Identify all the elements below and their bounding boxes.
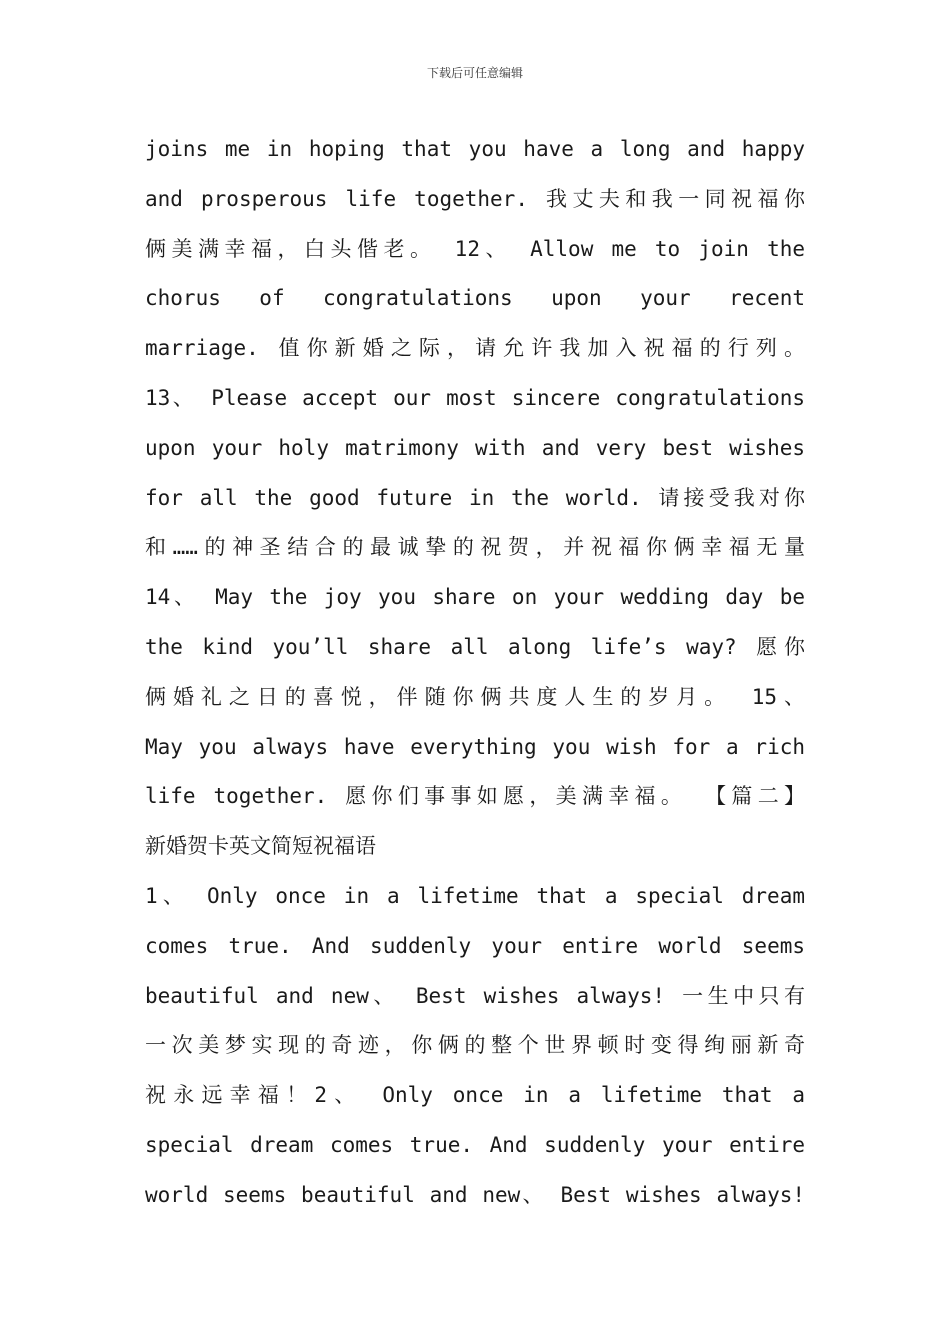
text-line: 俩美满幸福，白头偕老。 12、 Allow me to join the — [145, 236, 805, 261]
text-line: 祝永远幸福！2、 Only once in a lifetime that a — [145, 1083, 805, 1108]
text-line: 和……的神圣结合的最诚挚的祝贺，并祝福你俩幸福无量 — [145, 535, 805, 560]
text-line: 13、 Please accept our most sincere congratulations — [145, 385, 805, 410]
text-line: upon your holy matrimony with and very best wishes — [145, 435, 805, 460]
text-line: 一次美梦实现的奇迹，你俩的整个世界顿时变得绚丽新奇 — [145, 1033, 805, 1058]
text-line: the kind you’ll share all along life’s way? 愿你 — [145, 634, 805, 659]
text-line: 新婚贺卡英文简短祝福语 — [145, 834, 376, 859]
text-line: marriage. 值你新婚之际，请允许我加入祝福的行列。 — [145, 336, 805, 361]
text-line: for all the good future in the world. 请接受我对你 — [145, 485, 805, 510]
text-line: May you always have everything you wish for a rich — [145, 734, 805, 759]
text-line: and prosperous life together. 我丈夫和我一同祝福你 — [145, 186, 805, 211]
text-line: 1、 Only once in a lifetime that a special dream — [145, 883, 805, 908]
text-line: 俩婚礼之日的喜悦，伴随你俩共度人生的岁月。 15、 — [145, 684, 805, 709]
document-body — [145, 125, 805, 1221]
text-line: joins me in hoping that you have a long and happy — [145, 137, 805, 161]
text-line: world seems beautiful and new、 Best wishes always! — [145, 1182, 805, 1207]
text-line: 14、 May the joy you share on your wedding day be — [145, 585, 805, 610]
text-line: beautiful and new、 Best wishes always! 一生中只有 — [145, 983, 805, 1008]
text-line: chorus of congratulations upon your recent — [145, 286, 805, 311]
text-line: comes true. And suddenly your entire world seems — [145, 933, 805, 958]
text-line: special dream comes true. And suddenly your entire — [145, 1132, 805, 1157]
page-header: 下载后可任意编辑 — [426, 66, 523, 80]
text-line: life together. 愿你们事事如愿，美满幸福。 【篇二】 — [145, 784, 805, 809]
